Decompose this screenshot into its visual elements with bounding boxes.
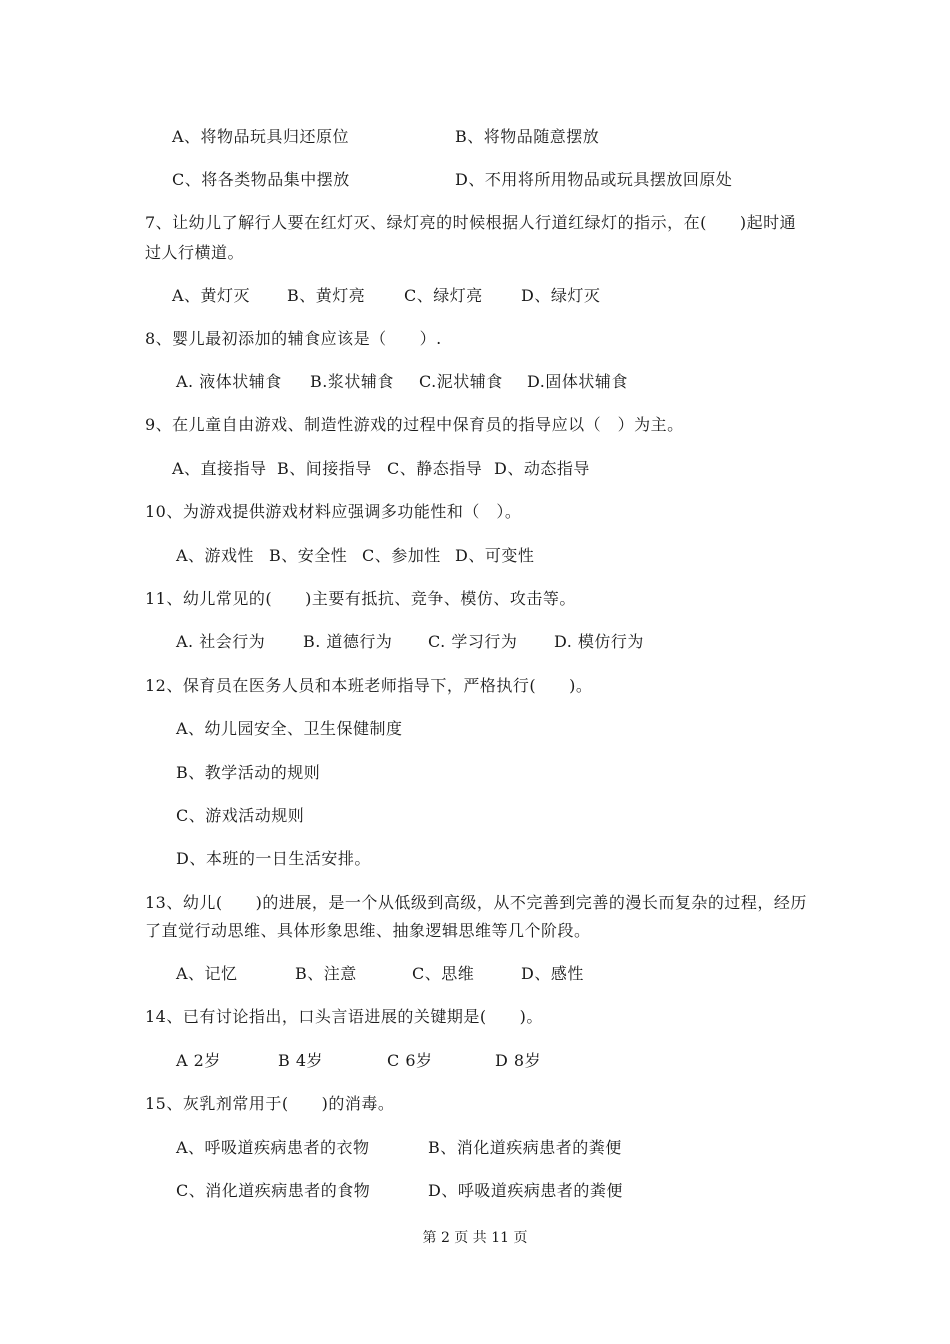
option-6b: B、将物品随意摆放 [455, 127, 600, 146]
question-8: 8、婴儿最初添加的辅食应该是（ ）. [145, 329, 442, 348]
question-13-line-1: 13、幼儿( )的进展，是一个从低级到高级，从不完善到完善的漫长而复杂的过程，经历 [145, 893, 807, 912]
option-12b: B、教学活动的规则 [176, 763, 321, 782]
option-11b: B. 道德行为 [303, 632, 393, 651]
option-7d: D、绿灯灭 [521, 286, 601, 305]
option-7a: A、黄灯灭 [172, 286, 251, 305]
option-14a: A 2岁 [176, 1051, 221, 1070]
option-11a: A. 社会行为 [176, 632, 266, 651]
question-12: 12、保育员在医务人员和本班老师指导下，严格执行( )。 [145, 676, 593, 695]
option-8b: B.浆状辅食 [310, 372, 394, 391]
option-6a: A、将物品玩具归还原位 [172, 127, 350, 146]
option-6d: D、不用将所用物品或玩具摆放回原处 [455, 170, 733, 189]
question-14: 14、已有讨论指出，口头言语进展的关键期是( )。 [145, 1007, 543, 1026]
option-15a: A、呼吸道疾病患者的衣物 [176, 1138, 370, 1157]
option-14b: B 4岁 [278, 1051, 324, 1070]
option-11d: D. 模仿行为 [554, 632, 644, 651]
option-7c: C、绿灯亮 [404, 286, 483, 305]
option-15b: B、消化道疾病患者的粪便 [428, 1138, 622, 1157]
question-7-line-2: 过人行横道。 [145, 243, 245, 262]
question-11: 11、幼儿常见的( )主要有抵抗、竞争、模仿、攻击等。 [145, 589, 576, 608]
option-10d: D、可变性 [455, 546, 535, 565]
option-9b: B、间接指导 [277, 459, 372, 478]
option-8d: D.固体状辅食 [527, 372, 628, 391]
option-13d: D、感性 [521, 964, 584, 983]
option-10c: C、参加性 [362, 546, 441, 565]
option-9d: D、动态指导 [494, 459, 590, 478]
option-10a: A、游戏性 [176, 546, 255, 565]
question-9: 9、在儿童自由游戏、制造性游戏的过程中保育员的指导应以（ ）为主。 [145, 415, 684, 434]
option-6c: C、将各类物品集中摆放 [172, 170, 350, 189]
option-8c: C.泥状辅食 [419, 372, 503, 391]
option-13a: A、记忆 [176, 964, 238, 983]
question-10: 10、为游戏提供游戏材料应强调多功能性和（ ）。 [145, 502, 522, 521]
option-8a: A. 液体状辅食 [176, 372, 282, 391]
question-7-line-1: 7、让幼儿了解行人要在红灯灭、绿灯亮的时候根据人行道红绿灯的指示，在( )起时通 [145, 213, 797, 232]
option-7b: B、黄灯亮 [287, 286, 366, 305]
option-14d: D 8岁 [495, 1051, 542, 1070]
page-number: 第 2 页 共 11 页 [422, 1230, 528, 1246]
option-11c: C. 学习行为 [428, 632, 518, 651]
option-13c: C、思维 [412, 964, 475, 983]
option-9c: C、静态指导 [387, 459, 483, 478]
option-12d: D、本班的一日生活安排。 [176, 849, 371, 868]
option-15d: D、呼吸道疾病患者的粪便 [428, 1181, 623, 1200]
option-9a: A、直接指导 [172, 459, 267, 478]
option-13b: B、注意 [295, 964, 357, 983]
option-12a: A、幼儿园安全、卫生保健制度 [176, 719, 403, 738]
option-14c: C 6岁 [387, 1051, 433, 1070]
option-15c: C、消化道疾病患者的食物 [176, 1181, 371, 1200]
question-13-line-2: 了直觉行动思维、具体形象思维、抽象逻辑思维等几个阶段。 [145, 921, 591, 940]
option-10b: B、安全性 [269, 546, 348, 565]
option-12c: C、游戏活动规则 [176, 806, 305, 825]
question-15: 15、灰乳剂常用于( )的消毒。 [145, 1094, 395, 1113]
